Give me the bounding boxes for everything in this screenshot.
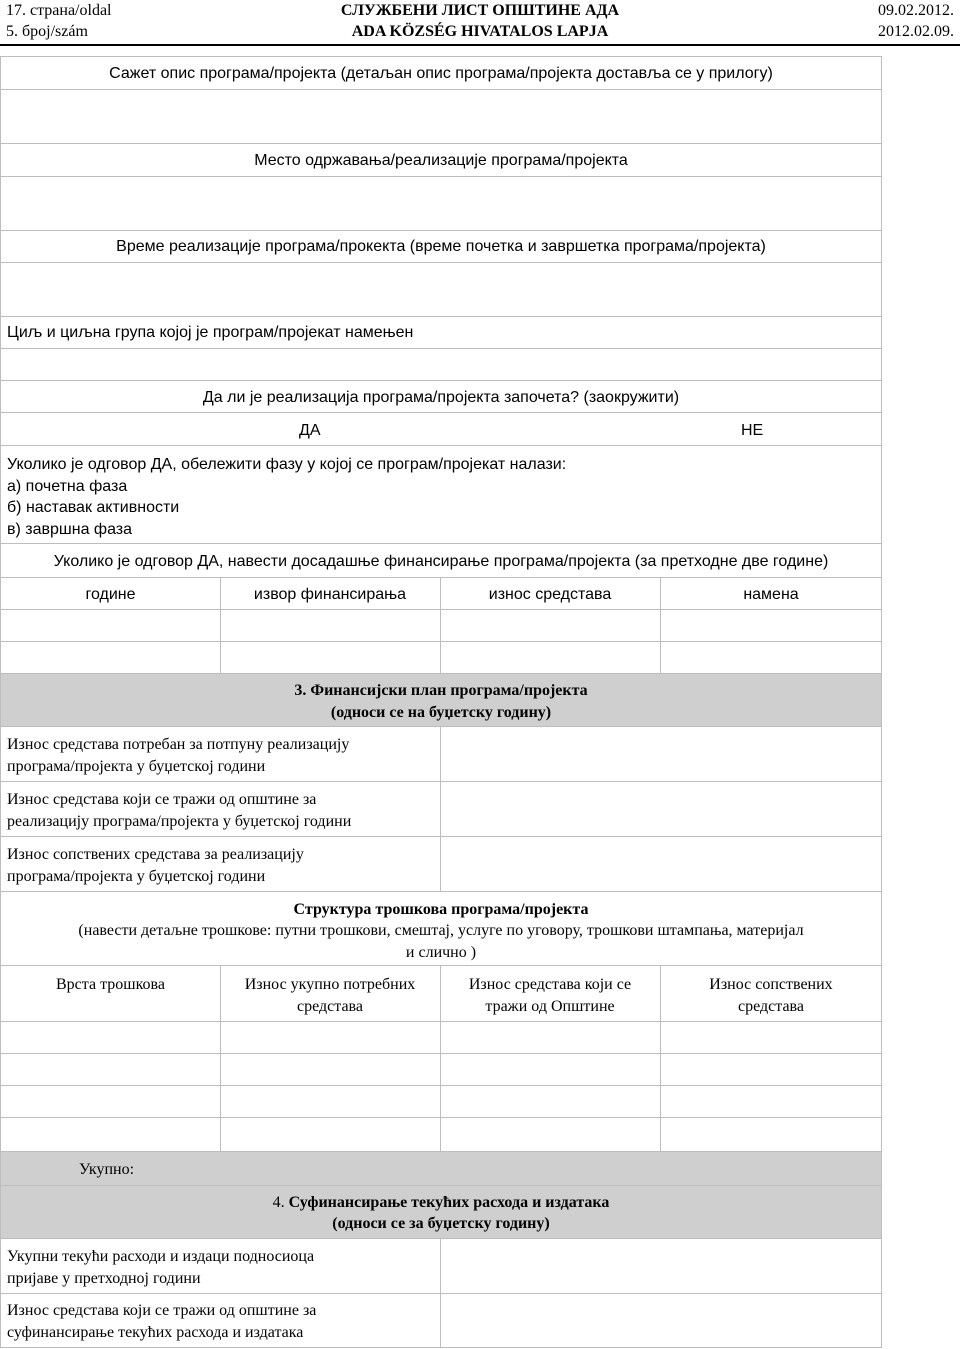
location-label: Место одржавања/реализације програма/пројекта [254,152,628,169]
cost-structure-subtitle-line2: и слично ) [405,944,477,961]
cost-col-own-line2: средстава [738,998,804,1015]
time-field[interactable] [0,262,882,317]
cost-table-row[interactable] [0,1085,882,1118]
page-number-block [6,0,112,42]
cost-structure-subtitle-line1: (навести детаљне трошкове: путни трошкови, смештај, услуге по уговору, трошкови штампања, материјал [78,922,804,939]
time-label-row [0,230,882,263]
cost-col-municipality-line1: Износ средстава који се [468,976,632,993]
financial-plan-row [0,781,882,837]
cost-col-own-line1: Износ сопствених [709,976,833,993]
cofinancing-row [0,1293,882,1348]
cofinancing-title-text: Суфинансирање текућих расхода и издатака [288,1194,610,1211]
funding-col-source: извор финансирања [253,586,407,603]
fp-item2-line2: реализацију програма/пројекта у буџетској години [7,813,352,830]
funding-intro-row [0,543,882,578]
cost-col-municipality-line2: тражи од Општине [485,998,615,1015]
time-label: Време реализације програма/прокекта (време почетка и завршетка програма/пројекта) [116,238,766,255]
cofinancing-title-row [0,1185,882,1239]
cofinancing-subtitle: (односи се за буџетску годину) [332,1215,550,1232]
financial-plan-title-row [0,673,882,727]
funding-col-years: године [85,586,136,603]
goal-label: Циљ и циљна група којој је програм/пројекат намењен [7,324,414,341]
summary-label: Сажет опис програма/пројекта (детаљан опис програма/пројекта доставља се у прилогу) [109,65,773,82]
cost-structure-title-row [0,891,882,966]
funding-table-header [0,577,882,610]
cost-table-row[interactable] [0,1021,882,1054]
no-option[interactable]: НЕ [741,422,764,439]
cf-item1-line2: пријаве у претходној години [7,1270,201,1287]
location-field[interactable] [0,176,882,231]
phase-block [0,445,882,544]
funding-intro: Уколико је одговор ДА, навести досадашње финансирање програма/пројекта (за претходне две године) [53,553,829,570]
cf-item2-line1: Износ средстава који се тражи од општине за [7,1302,317,1319]
cost-col-total-line1: Износ укупно потребних [244,976,416,993]
cost-table-header [0,965,882,1022]
fp-item2-value[interactable] [441,782,881,836]
date-hu: 2012.02.09. [878,23,954,40]
funding-table-row[interactable] [0,609,882,642]
summary-field[interactable] [0,89,882,144]
started-question-row [0,380,882,413]
funding-col-purpose: намена [743,586,799,603]
fp-item2-line1: Износ средстава који се тражи од општине за [7,791,317,808]
cofinancing-number: 4. [272,1194,289,1211]
goal-label-row [0,316,882,349]
fp-item1-value[interactable] [441,727,881,781]
started-question: Да ли је реализација програма/пројекта започета? (заокружити) [202,389,680,406]
fp-item3-line2: програма/пројекта у буџетској години [7,868,266,885]
cf-item1-value[interactable] [441,1239,881,1293]
cost-table-row[interactable] [0,1053,882,1086]
cost-total-label: Укупно: [79,1161,135,1178]
yes-no-row [0,412,882,446]
publication-title-hu: ADA KÖZSÉG HIVATALOS LAPJA [351,23,609,40]
cost-col-type: Врста трошкова [56,976,165,993]
cf-item2-line2: суфинансирање текућих расхода и издатака [7,1324,304,1341]
cost-total-row [0,1151,882,1186]
location-label-row [0,143,882,177]
funding-table-row[interactable] [0,641,882,674]
cost-col-total-line2: средстава [297,998,363,1015]
financial-plan-subtitle: (односи се на буџетску годину) [330,704,552,721]
financial-plan-row [0,836,882,892]
funding-col-amount: износ средстава [488,586,612,603]
page-number: 17. страна/oldal [6,2,112,19]
fp-item1-line2: програма/пројекта у буџетској години [7,758,266,775]
cost-table-row[interactable] [0,1117,882,1152]
cf-item1-line1: Укупни текући расходи и издаци подносиоца [7,1248,315,1265]
cost-structure-title: Структура трошкова програма/пројекта [293,901,589,918]
publication-title-block [290,0,670,42]
fp-item1-line1: Износ средстава потребан за потпуну реализацију [7,736,350,753]
fp-item3-value[interactable] [441,837,881,891]
fp-item3-line1: Износ сопствених средстава за реализацију [7,846,304,863]
phase-b[interactable]: б) наставак активности [7,499,180,516]
cf-item2-value[interactable] [441,1294,881,1347]
yes-option[interactable]: ДА [299,422,321,439]
financial-plan-title: 3. Финансијски план програма/пројекта [294,682,588,699]
financial-plan-row [0,726,882,782]
phase-c[interactable]: в) завршна фаза [7,521,133,538]
date-sr: 09.02.2012. [878,2,954,19]
cofinancing-title [1,1192,881,1214]
page-header [0,0,960,46]
phase-a[interactable]: а) почетна фаза [7,478,128,495]
issue-number: 5. број/szám [6,23,88,40]
date-block [878,0,954,42]
cofinancing-row [0,1238,882,1294]
summary-label-row [0,56,882,90]
phase-intro: Уколико је одговор ДА, обележити фазу у којој се програм/пројекат налази: [7,456,567,473]
publication-title-sr: СЛУЖБЕНИ ЛИСТ ОПШТИНЕ АДА [340,2,620,19]
goal-field[interactable] [0,348,882,381]
